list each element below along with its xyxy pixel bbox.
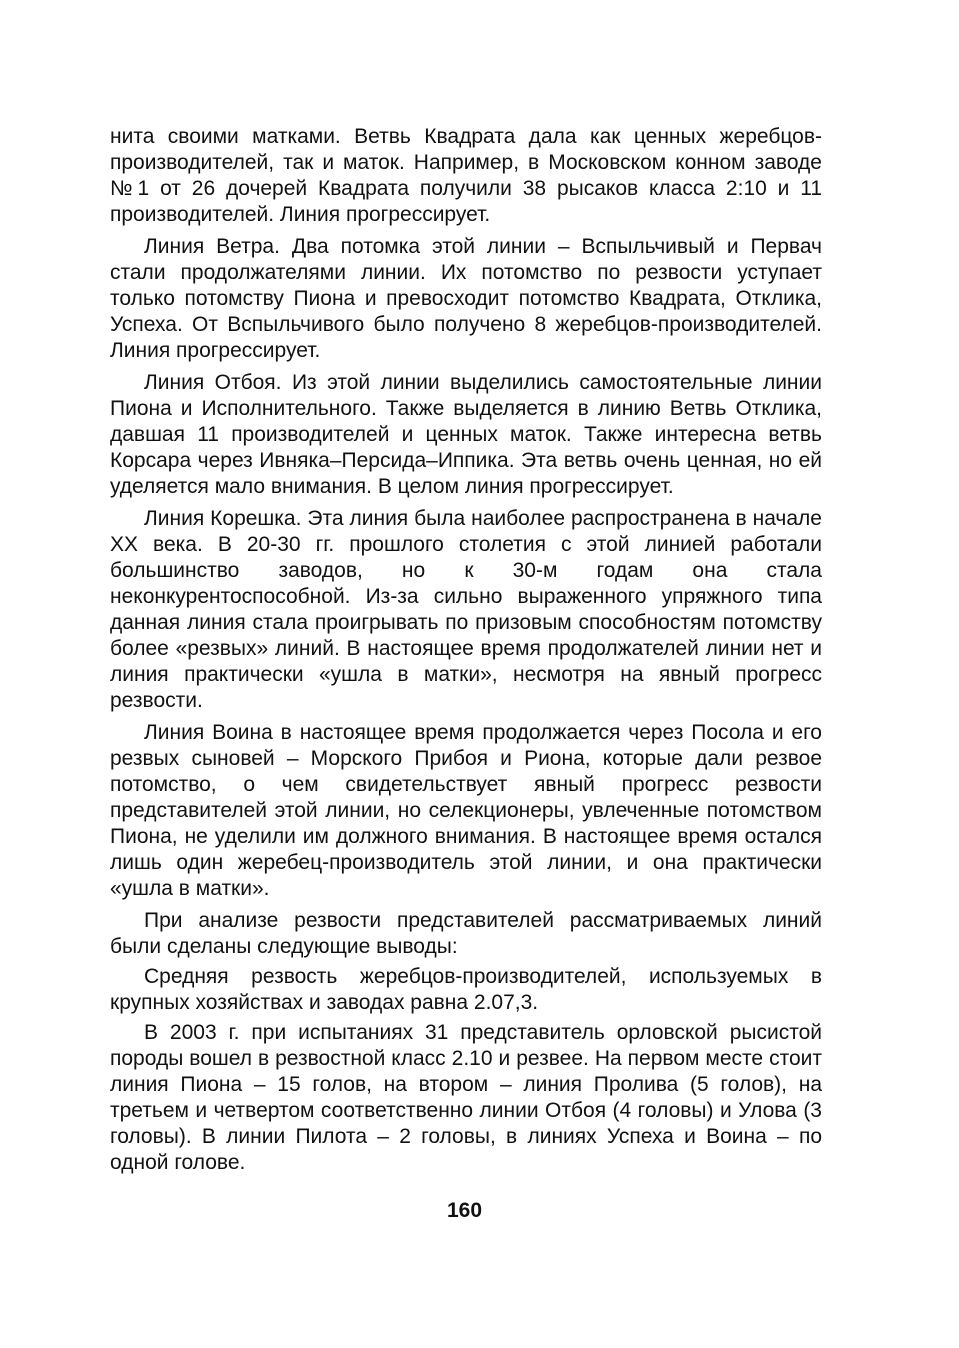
paragraph-1: нита своими матками. Ветвь Квадрата дала как ценных жеребцов-производителей, так и маток. Например, в Московском конном заводе №1 от 26 дочерей Квадрата получили 38 рысаков класса 2:10 и 11 производителей. Линия прогрессирует. [110, 125, 822, 226]
paragraph-5: Линия Воина в настоящее время продолжается через Посола и его резвых сыновей – Морского Прибоя и Риона, которые дали резвое потомство, о чем свидетельствует явный прогресс резвости представителей этой линии, но селекционеры, увлеченные потомством Пиона, не уделили им должного внимания. В настоящее время остался лишь один жеребец-производитель этой линии, и она практически «ушла в матки». [110, 721, 822, 900]
paragraph-7: Средняя резвость жеребцов-производителей, используемых в крупных хозяйствах и заводах равна 2.07,3. [110, 965, 822, 1014]
paragraph-8: В 2003 г. при испытаниях 31 представитель орловской рысистой породы вошел в резвостной класс 2.10 и резвее. На первом месте стоит линия Пиона – 15 голов, на втором – линия Пролива (5 голов), на третьем и четвертом соответственно линии Отбоя (4 головы) и Улова (3 головы). В линии Пилота – 2 головы, в линиях Успеха и Воина – по одной голове. [110, 1021, 822, 1174]
page-body [110, 124, 822, 1182]
paragraph-3: Линия Отбоя. Из этой линии выделились самостоятельные линии Пиона и Исполнительного. Также выделяется в линию Ветвь Отклика, давшая 11 производителей и ценных маток. Также интересна ветвь Корсара через Ивняка–Персида–Иппика. Эта ветвь очень ценная, но ей уделяется мало внимания. В целом линия прогрессирует. [110, 371, 822, 498]
paragraph-6: При анализе резвости представителей рассматриваемых линий были сделаны следующие выводы: [110, 909, 822, 958]
paragraph-4: Линия Корешка. Эта линия была наиболее распространена в начале XX века. В 20-30 гг. прошлого столетия с этой линией работали большинство заводов, но к 30-м годам она стала неконкурентоспособной. Из-за сильно выраженного упряжного типа данная линия стала проигрывать по призовым способностям потомству более «резвых» линий. В настоящее время продолжателей линии нет и линия практически «ушла в матки», несмотря на явный прогресс резвости. [110, 507, 822, 712]
paragraph-2: Линия Ветра. Два потомка этой линии – Вспыльчивый и Первач стали продолжателями линии. Их потомство по резвости уступает только потомству Пиона и превосходит потомство Квадрата, Отклика, Успеха. От Вспыльчивого было получено 8 жеребцов-производителей. Линия прогрессирует. [110, 235, 822, 362]
page-number: 160 [446, 1199, 483, 1222]
